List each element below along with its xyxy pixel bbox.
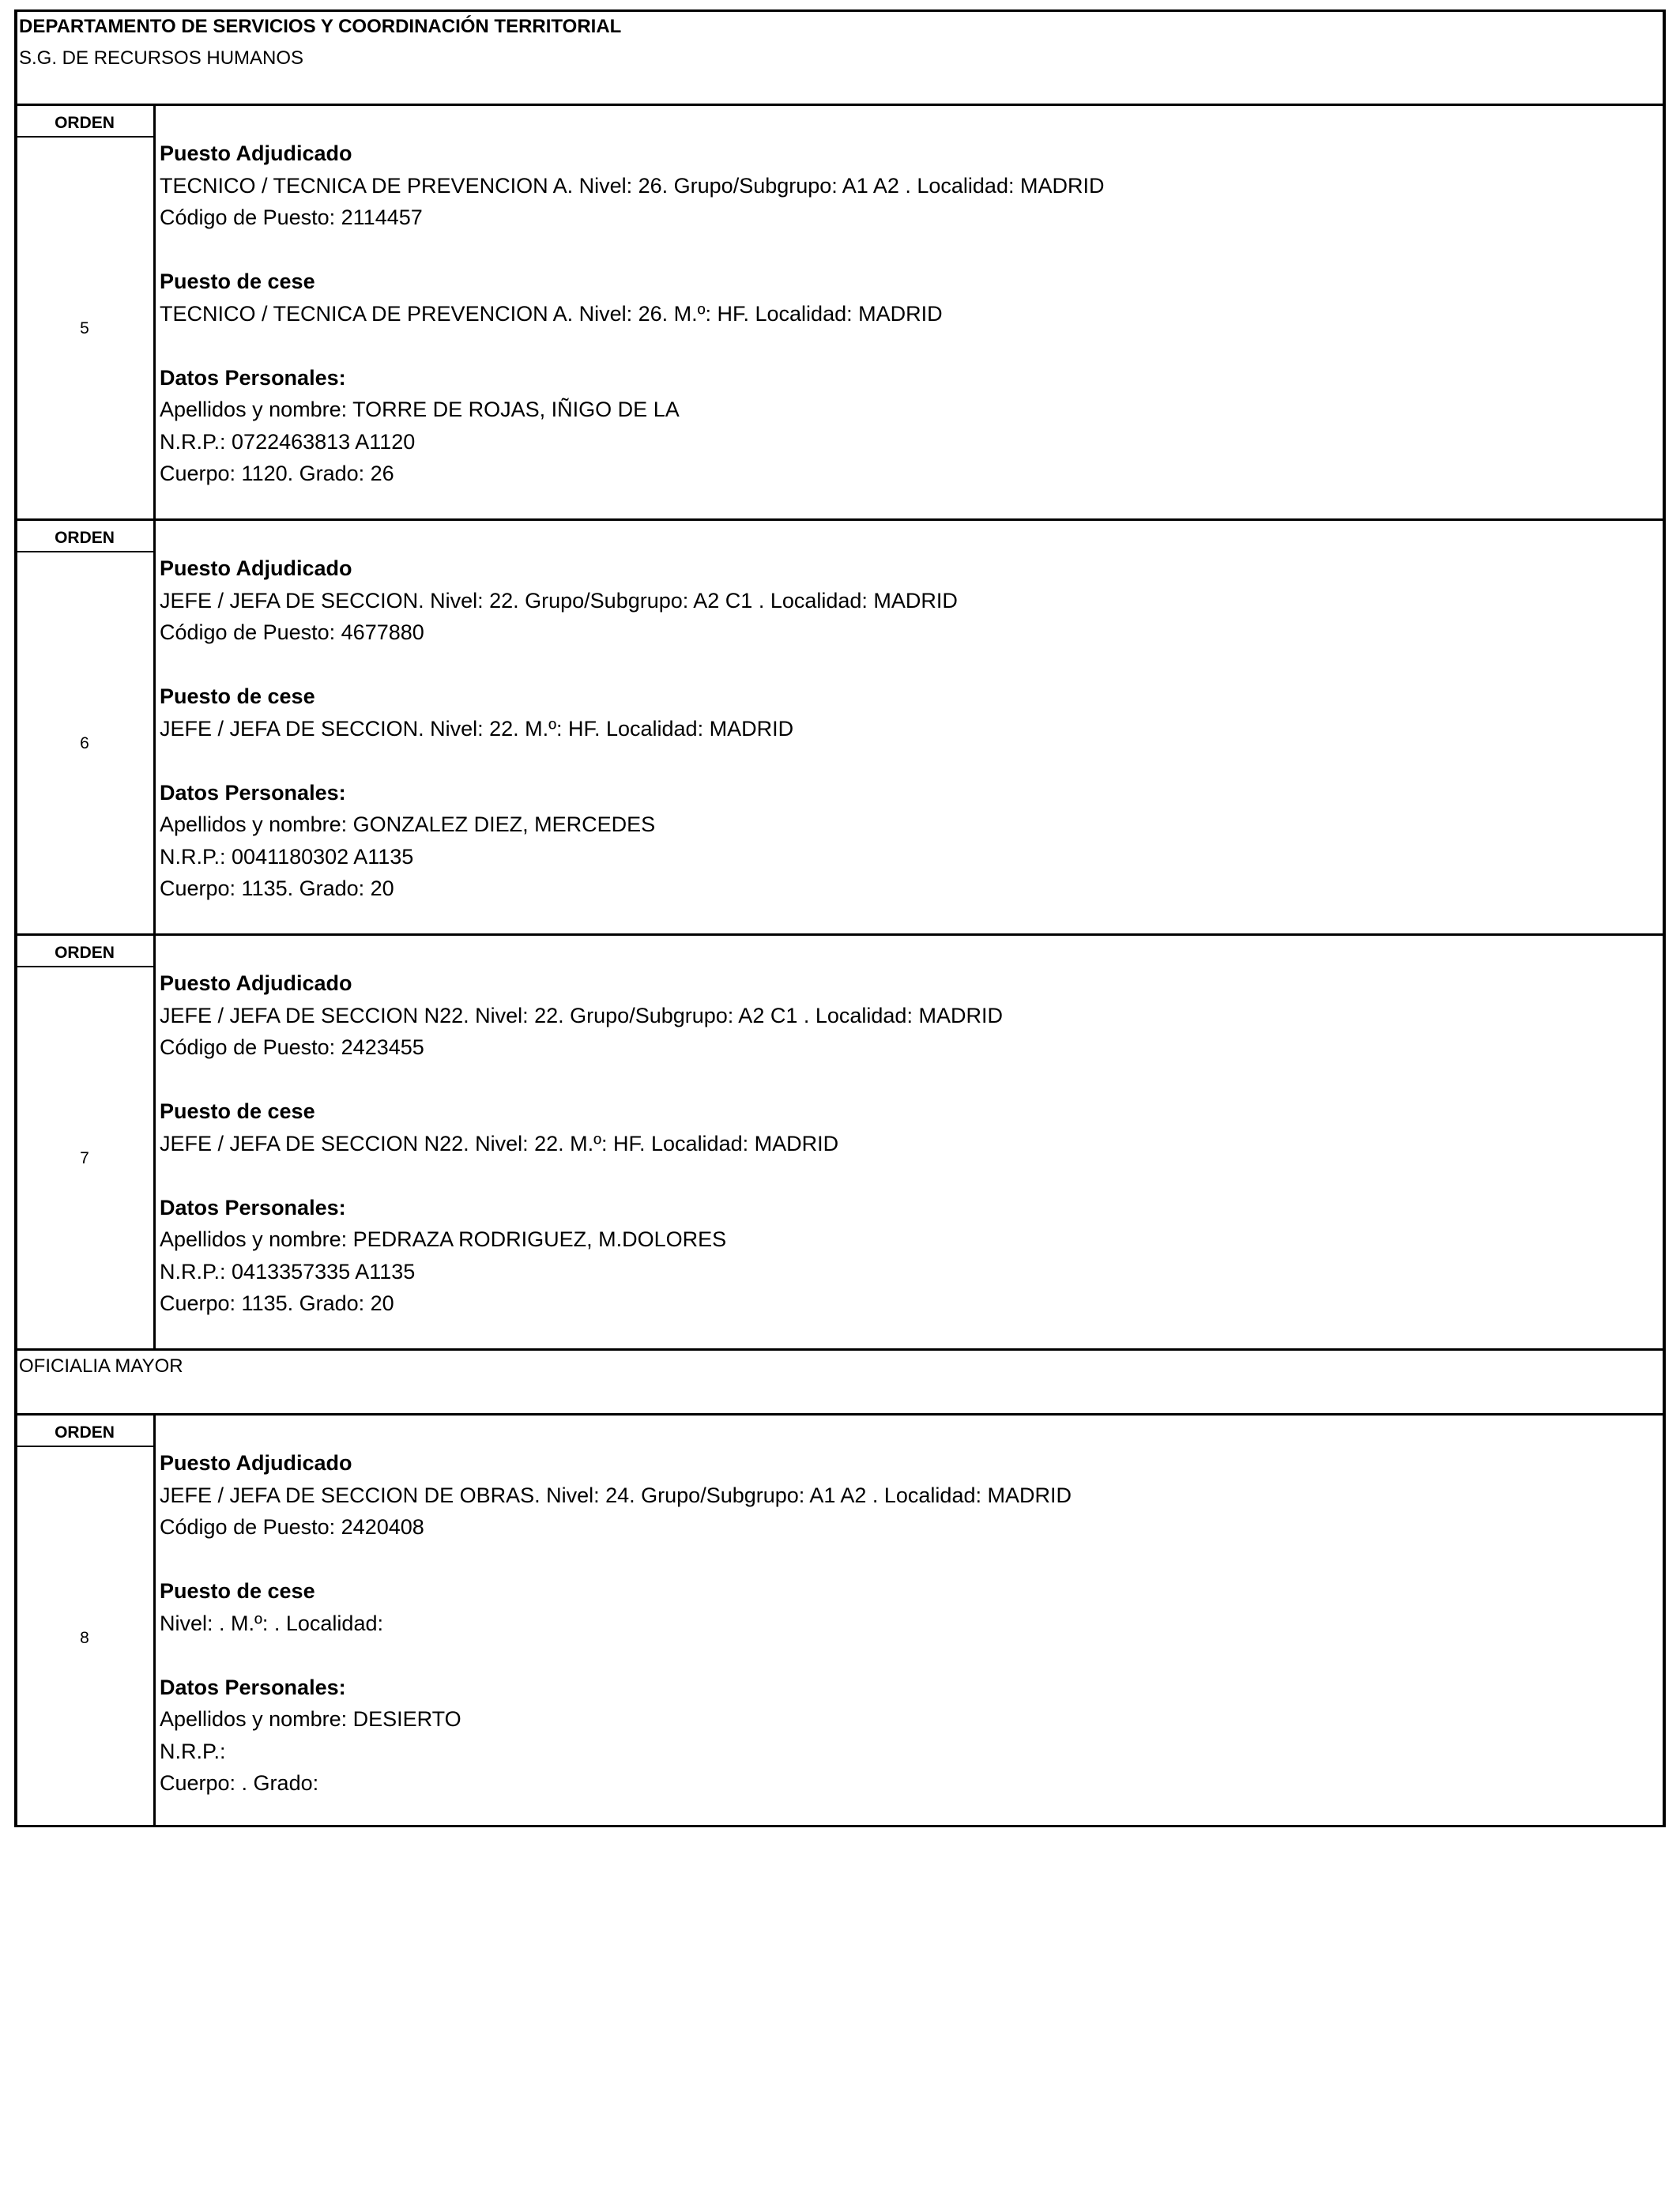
datos-heading: Datos Personales: [160, 365, 346, 390]
nrp-line: N.R.P.: [160, 1739, 226, 1763]
codigo-puesto: Código de Puesto: 2423455 [160, 1035, 424, 1059]
cese-heading: Puesto de cese [160, 684, 315, 708]
datos-heading: Datos Personales: [160, 780, 346, 805]
orden-underline [14, 551, 155, 552]
nrp-line: N.R.P.: 0041180302 A1135 [160, 844, 414, 869]
orden-label: ORDEN [55, 1423, 115, 1442]
cese-heading: Puesto de cese [160, 1099, 315, 1123]
entry-content [160, 138, 1104, 490]
row-divider [14, 933, 1666, 936]
orden-label: ORDEN [55, 114, 115, 132]
subdepartment-title: S.G. DE RECURSOS HUMANOS [19, 47, 304, 69]
datos-heading: Datos Personales: [160, 1675, 346, 1699]
cese-heading: Puesto de cese [160, 270, 315, 293]
codigo-puesto: Código de Puesto: 2114457 [160, 205, 423, 229]
row-divider [14, 1348, 1666, 1351]
nrp-line: N.R.P.: 0722463813 A1120 [160, 429, 416, 454]
orden-label: ORDEN [55, 529, 115, 547]
entry-content [160, 967, 1003, 1320]
entry-content [160, 1447, 1072, 1800]
cuerpo-line: Cuerpo: 1135. Grado: 20 [160, 1291, 394, 1315]
cese-line: TECNICO / TECNICA DE PREVENCION A. Nivel: 26. M.º: HF. Localidad: MADRID [160, 301, 943, 326]
nombre-line: Apellidos y nombre: GONZALEZ DIEZ, MERCEDES [160, 812, 656, 836]
adjudicado-heading: Puesto Adjudicado [160, 1451, 352, 1475]
row-divider [14, 518, 1666, 521]
orden-number: 5 [80, 319, 89, 337]
row-divider [14, 1413, 1666, 1416]
cese-heading: Puesto de cese [160, 1579, 315, 1603]
column-divider [153, 1413, 156, 1827]
orden-underline [14, 136, 155, 138]
cuerpo-line: Cuerpo: 1120. Grado: 26 [160, 462, 394, 485]
adjudicado-heading: Puesto Adjudicado [160, 971, 352, 995]
orden-number: 6 [80, 734, 89, 752]
cuerpo-line: Cuerpo: . Grado: [160, 1771, 319, 1795]
adjudicado-line: TECNICO / TECNICA DE PREVENCION A. Nivel: 26. Grupo/Subgrupo: A1 A2 . Localidad: MADRID [160, 173, 1105, 198]
entry-content [160, 552, 958, 905]
row-divider [14, 104, 1666, 106]
codigo-puesto: Código de Puesto: 2420408 [160, 1515, 424, 1539]
cese-line: JEFE / JEFA DE SECCION. Nivel: 22. M.º: HF. Localidad: MADRID [160, 716, 794, 741]
orden-number: 7 [80, 1149, 89, 1167]
codigo-puesto: Código de Puesto: 4677880 [160, 620, 424, 644]
nombre-line: Apellidos y nombre: DESIERTO [160, 1707, 461, 1731]
adjudicado-line: JEFE / JEFA DE SECCION N22. Nivel: 22. Grupo/Subgrupo: A2 C1 . Localidad: MADRID [160, 1003, 1003, 1027]
nombre-line: Apellidos y nombre: TORRE DE ROJAS, IÑIGO DE LA [160, 398, 680, 421]
orden-number: 8 [80, 1629, 89, 1647]
datos-heading: Datos Personales: [160, 1195, 346, 1220]
orden-underline [14, 1446, 155, 1447]
adjudicado-line: JEFE / JEFA DE SECCION DE OBRAS. Nivel: 24. Grupo/Subgrupo: A1 A2 . Localidad: MADRID [160, 1483, 1072, 1507]
orden-label: ORDEN [55, 944, 115, 962]
nrp-line: N.R.P.: 0413357335 A1135 [160, 1259, 416, 1284]
adjudicado-heading: Puesto Adjudicado [160, 556, 352, 580]
adjudicado-line: JEFE / JEFA DE SECCION. Nivel: 22. Grupo/Subgrupo: A2 C1 . Localidad: MADRID [160, 588, 958, 613]
cese-line: Nivel: . M.º: . Localidad: [160, 1611, 383, 1635]
orden-underline [14, 966, 155, 967]
department-title: DEPARTAMENTO DE SERVICIOS Y COORDINACIÓN TERRITORIAL [19, 16, 622, 37]
section-title-oficialia: OFICIALIA MAYOR [19, 1355, 183, 1377]
adjudicado-heading: Puesto Adjudicado [160, 141, 352, 165]
nombre-line: Apellidos y nombre: PEDRAZA RODRIGUEZ, M.DOLORES [160, 1227, 727, 1251]
cese-line: JEFE / JEFA DE SECCION N22. Nivel: 22. M.º: HF. Localidad: MADRID [160, 1131, 839, 1155]
cuerpo-line: Cuerpo: 1135. Grado: 20 [160, 876, 394, 900]
